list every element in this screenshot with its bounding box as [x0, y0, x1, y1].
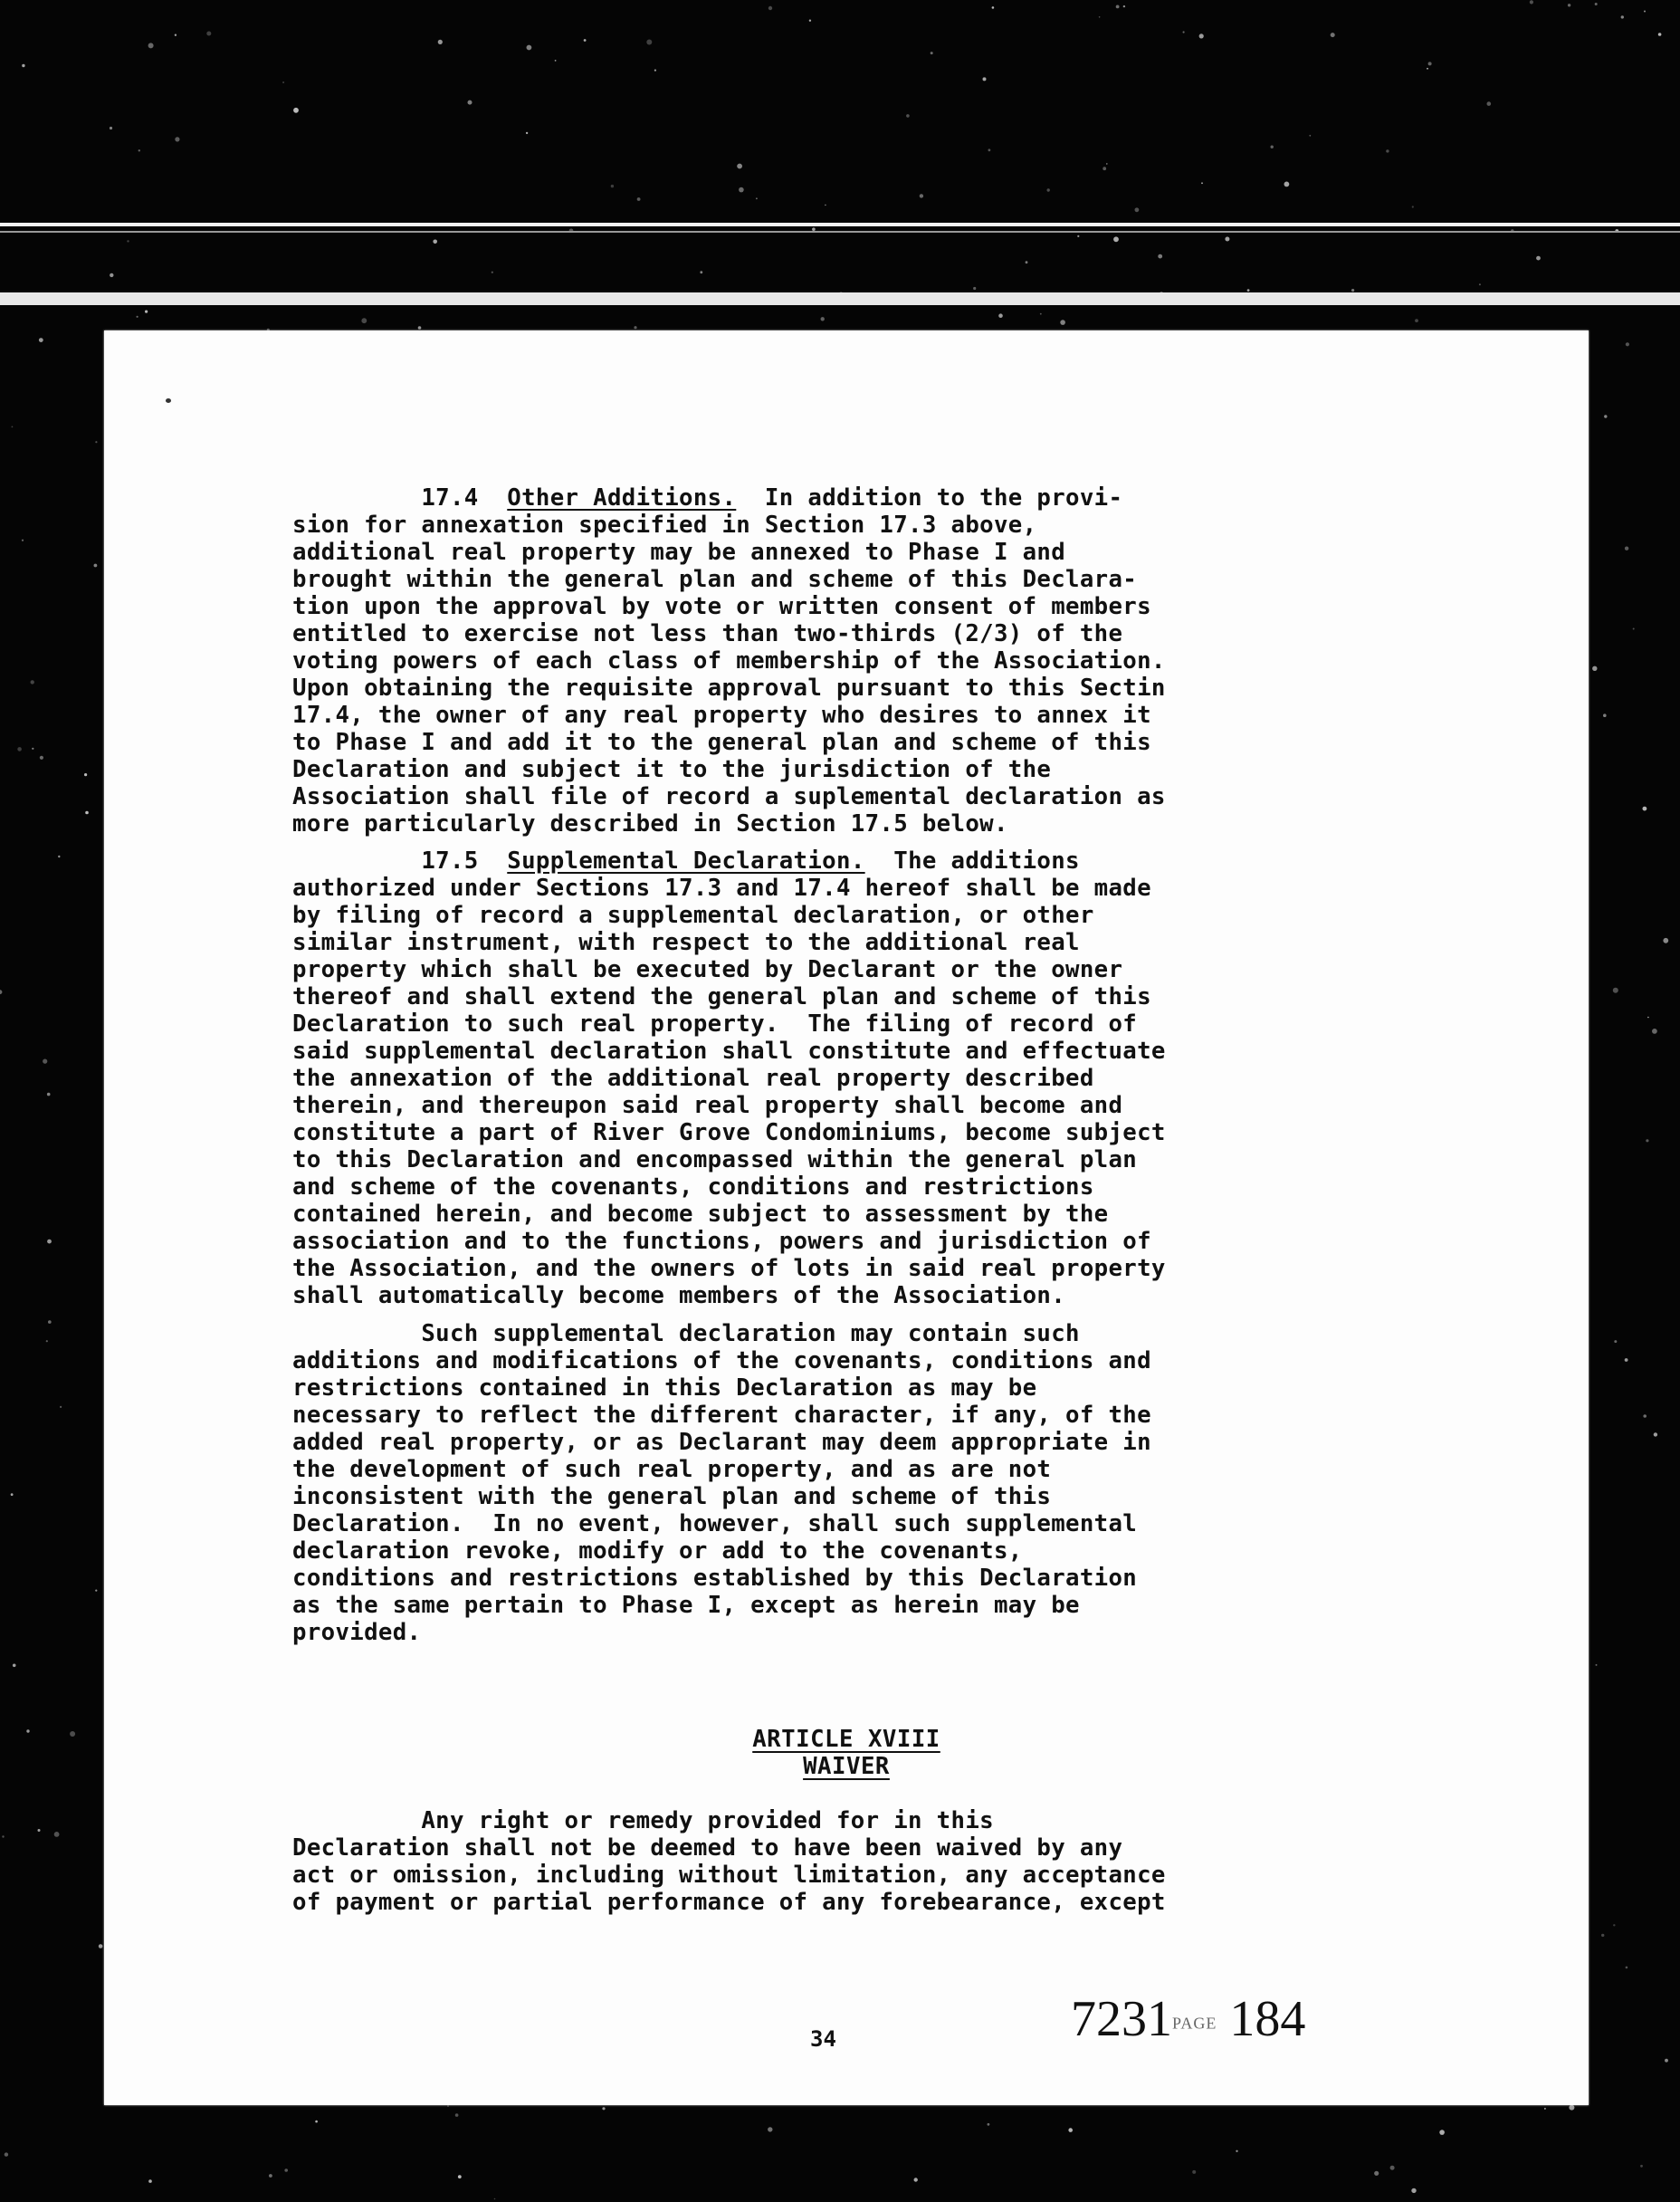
noise-speck	[1099, 16, 1101, 18]
noise-speck	[17, 747, 22, 752]
noise-speck	[646, 40, 652, 45]
text-line: restrictions contained in this Declaration as may be	[292, 1374, 1037, 1402]
noise-speck	[1026, 261, 1028, 263]
book-number: 7231	[1071, 1991, 1172, 2047]
noise-speck	[973, 287, 976, 290]
noise-speck	[0, 990, 2, 994]
text-line: In addition to the provi-	[736, 484, 1123, 512]
noise-speck	[22, 64, 24, 67]
noise-speck	[458, 2175, 462, 2178]
noise-speck	[1106, 163, 1108, 165]
noise-speck	[2, 1835, 4, 1837]
noise-speck	[47, 1093, 51, 1096]
noise-speck	[1199, 34, 1204, 38]
noise-speck	[1040, 313, 1042, 315]
text-line: association and to the functions, powers and jurisdiction of	[292, 1228, 1151, 1255]
book-page-number: 184	[1229, 1991, 1306, 2047]
noise-speck	[43, 1059, 47, 1064]
noise-speck	[70, 1731, 75, 1737]
text-line: the Association, and the owners of lots in said real property	[292, 1255, 1166, 1282]
noise-speck	[825, 205, 826, 206]
noise-speck	[1592, 666, 1597, 671]
text-line: inconsistent with the general plan and scheme of this	[292, 1483, 1052, 1510]
noise-speck	[1569, 2105, 1574, 2111]
noise-speck	[1663, 938, 1668, 943]
noise-speck	[1427, 68, 1428, 70]
noise-speck	[1568, 4, 1570, 6]
noise-speck	[821, 317, 825, 321]
noise-speck	[447, 2105, 449, 2107]
noise-speck	[584, 39, 587, 42]
noise-speck	[110, 127, 112, 129]
noise-speck	[1644, 11, 1646, 13]
noise-speck	[38, 1829, 41, 1832]
noise-speck	[1658, 33, 1662, 36]
noise-speck	[95, 1590, 97, 1592]
noise-speck	[438, 40, 443, 44]
noise-speck	[1068, 2128, 1073, 2132]
noise-speck	[48, 1320, 52, 1324]
text-line: and scheme of the covenants, conditions and restrictions	[292, 1173, 1094, 1201]
noise-speck	[1331, 33, 1335, 37]
noise-speck	[1439, 2130, 1445, 2135]
noise-speck	[137, 316, 138, 318]
text-line: the annexation of the additional real property described	[292, 1065, 1094, 1092]
noise-speck	[1621, 15, 1624, 18]
text-line: added real property, or as Declarant may deem appropriate in	[292, 1429, 1151, 1456]
noise-speck	[920, 194, 923, 197]
text-line: similar instrument, with respect to the additional real	[292, 929, 1080, 956]
text-line: provided.	[292, 1619, 422, 1646]
noise-speck	[418, 326, 422, 330]
recording-stamp	[1071, 1990, 1305, 2048]
text-line: to this Declaration and encompassed within the general plan	[292, 1146, 1138, 1173]
noise-speck	[138, 149, 140, 151]
text-line: Upon obtaining the requisite approval pursuant to this Sectin	[292, 675, 1166, 702]
noise-speck	[988, 2123, 990, 2126]
noise-speck	[1665, 2059, 1668, 2063]
text-line: therein, and thereupon said real property shall become and	[292, 1092, 1123, 1119]
noise-speck	[455, 2113, 459, 2117]
noise-speck	[1614, 1340, 1617, 1343]
noise-speck	[1158, 254, 1162, 259]
text-line: as the same pertain to Phase I, except as herein may be	[292, 1592, 1080, 1619]
noise-speck	[1284, 182, 1290, 187]
noise-speck	[1604, 415, 1607, 417]
noise-speck	[1487, 101, 1492, 106]
text-line: tion upon the approval by vote or written consent of members	[292, 593, 1151, 620]
noise-speck	[654, 70, 656, 72]
text-line: additions and modifications of the covenants, conditions and	[292, 1347, 1151, 1374]
noise-speck	[739, 187, 744, 193]
noise-speck	[433, 240, 437, 244]
noise-speck	[1135, 207, 1140, 212]
noise-speck	[637, 197, 641, 201]
text-line: act or omission, including without limitation, any acceptance	[292, 1862, 1166, 1889]
noise-speck	[284, 2168, 288, 2172]
noise-speck	[1113, 236, 1119, 242]
text-line: brought within the general plan and scheme of this Declara-	[292, 566, 1138, 593]
noise-speck	[1102, 167, 1106, 170]
book-page-label: PAGE	[1172, 2014, 1217, 2033]
noise-speck	[94, 564, 98, 568]
noise-speck	[555, 60, 557, 62]
noise-speck	[1646, 1139, 1648, 1142]
noise-speck	[110, 273, 113, 277]
noise-speck	[1386, 149, 1389, 152]
noise-speck	[527, 45, 532, 51]
noise-speck	[1625, 1358, 1628, 1362]
noise-speck	[293, 108, 299, 113]
noise-speck	[998, 313, 1003, 318]
noise-speck	[1536, 256, 1541, 261]
text-line: to Phase I and add it to the general plan and scheme of this	[292, 729, 1151, 756]
text-line: by filing of record a supplemental declaration, or other	[292, 902, 1094, 929]
noise-speck	[58, 856, 60, 857]
noise-speck	[468, 101, 472, 105]
text-line: more particularly described in Section 17.5 below.	[292, 810, 1008, 838]
text-line: Association shall file of record a suplemental declaration as	[292, 783, 1166, 810]
noise-speck	[1225, 237, 1229, 242]
noise-speck	[85, 811, 89, 815]
text-line: voting powers of each class of membership of the Association.	[292, 647, 1166, 675]
text-line: constitute a part of River Grove Condominiums, become subject	[292, 1119, 1166, 1146]
section-17-4-number: 17.4	[421, 484, 479, 512]
article-number: ARTICLE XVIII	[752, 1726, 940, 1753]
article-title: WAIVER	[803, 1753, 890, 1780]
scan-band-line	[0, 292, 1680, 305]
text-line: said supplemental declaration shall constitute and effectuate	[292, 1038, 1166, 1065]
noise-speck	[756, 197, 758, 199]
noise-speck	[1544, 2108, 1546, 2110]
noise-speck	[494, 2198, 496, 2200]
noise-speck	[99, 1944, 103, 1948]
noise-speck	[1654, 1432, 1657, 1436]
section-17-4	[292, 484, 1460, 838]
waiver-paragraph	[292, 1807, 1460, 1916]
section-17-4-body	[292, 484, 1166, 838]
text-line: entitled to exercise not less than two-thirds (2/3) of the	[292, 620, 1123, 647]
noise-speck	[1247, 289, 1250, 292]
noise-speck	[46, 1340, 48, 1342]
noise-speck	[983, 77, 987, 81]
text-line: thereof and shall extend the general plan and scheme of this	[292, 983, 1151, 1010]
noise-speck	[1595, 3, 1598, 5]
text-line: additional real property may be annexed to Phase I and	[292, 539, 1066, 566]
noise-speck	[206, 32, 211, 36]
noise-speck	[31, 680, 34, 684]
noise-speck	[1412, 206, 1414, 207]
noise-speck	[12, 426, 14, 428]
noise-speck	[60, 1406, 62, 1408]
text-line: property which shall be executed by Declarant or the owner	[292, 956, 1123, 983]
noise-speck	[1271, 146, 1274, 148]
text-line: necessary to reflect the different character, if any, of the	[292, 1402, 1151, 1429]
noise-speck	[914, 2178, 918, 2181]
noise-speck	[1640, 2165, 1643, 2168]
noise-speck	[1116, 5, 1120, 9]
noise-speck	[1479, 283, 1481, 285]
noise-speck	[148, 43, 154, 48]
scan-band-line	[0, 231, 1680, 233]
noise-speck	[1596, 1664, 1598, 1666]
noise-speck	[1060, 320, 1065, 325]
section-17-5	[292, 847, 1460, 1309]
noise-speck	[768, 2127, 772, 2131]
noise-speck	[13, 1664, 16, 1668]
noise-speck	[175, 34, 177, 36]
noise-speck	[22, 540, 24, 541]
noise-speck	[992, 6, 995, 9]
text-line: 17.4, the owner of any real property who desires to annex it	[292, 702, 1151, 729]
noise-speck	[175, 137, 179, 141]
noise-speck	[634, 326, 636, 329]
noise-speck	[1236, 2150, 1237, 2152]
noise-speck	[931, 52, 933, 54]
noise-speck	[1643, 807, 1647, 811]
noise-speck	[906, 114, 910, 118]
document-page	[104, 330, 1589, 2105]
noise-speck	[602, 2107, 605, 2110]
section-17-4-title: Other Additions.	[507, 484, 737, 512]
noise-speck	[5, 2152, 8, 2156]
noise-speck	[768, 6, 772, 10]
text-line: Such supplemental declaration may contain such	[292, 1320, 1080, 1347]
noise-speck	[1428, 62, 1432, 65]
noise-speck	[84, 773, 87, 776]
noise-speck	[1351, 289, 1354, 292]
supplemental-paragraph	[292, 1320, 1460, 1646]
text-line: The additions	[864, 847, 1080, 875]
text-line: the development of such real property, and as are not	[292, 1456, 1052, 1483]
noise-speck	[1626, 1967, 1628, 1969]
page-number: 34	[810, 2026, 836, 2052]
noise-speck	[40, 756, 43, 760]
noise-speck	[1201, 182, 1203, 184]
noise-speck	[1192, 2170, 1196, 2174]
noise-speck	[127, 240, 129, 242]
noise-speck	[1601, 1934, 1604, 1937]
noise-speck	[526, 132, 528, 134]
text-line: sion for annexation specified in Section 17.3 above,	[292, 512, 1037, 539]
noise-speck	[1309, 135, 1311, 137]
noise-speck	[700, 271, 702, 273]
noise-speck	[26, 1729, 29, 1732]
section-17-5-body	[292, 847, 1166, 1309]
noise-speck	[1530, 0, 1533, 4]
section-17-5-number: 17.5	[421, 847, 479, 875]
noise-speck	[809, 20, 811, 22]
scan-band-line	[0, 223, 1680, 226]
noise-speck	[492, 272, 493, 273]
text-line: shall automatically become members of the Association.	[292, 1282, 1066, 1309]
noise-speck	[1077, 235, 1079, 237]
text-line: conditions and restrictions established by this Declaration	[292, 1565, 1138, 1592]
noise-speck	[988, 148, 991, 151]
text-line: declaration revoke, modify or add to the covenants,	[292, 1537, 1023, 1565]
noise-speck	[1374, 2171, 1379, 2176]
text-line: Declaration and subject it to the jurisdiction of the	[292, 756, 1052, 783]
noise-speck	[1123, 5, 1125, 7]
page-speck	[166, 398, 171, 403]
noise-speck	[315, 2121, 318, 2123]
noise-speck	[269, 2174, 272, 2178]
noise-speck	[1411, 2188, 1416, 2193]
noise-speck	[737, 164, 742, 169]
noise-speck	[1626, 342, 1629, 346]
noise-speck	[1390, 2166, 1395, 2170]
section-17-5-title: Supplemental Declaration.	[507, 847, 865, 875]
noise-speck	[95, 441, 97, 443]
section-17-4-indent	[292, 484, 421, 512]
noise-speck	[361, 318, 367, 323]
noise-speck	[1415, 319, 1418, 322]
noise-speck	[32, 748, 33, 750]
text-line: contained herein, and become subject to assessment by the	[292, 1201, 1109, 1228]
noise-speck	[1047, 188, 1050, 191]
text-line: authorized under Sections 17.3 and 17.4 hereof shall be made	[292, 875, 1151, 902]
text-line: Declaration shall not be deemed to have been waived by any	[292, 1834, 1123, 1862]
noise-speck	[1613, 1924, 1615, 1926]
noise-speck	[1633, 628, 1635, 630]
noise-speck	[1613, 988, 1618, 993]
text-line: Declaration to such real property. The filing of record of	[292, 1010, 1138, 1038]
noise-speck	[39, 338, 43, 342]
noise-speck	[1643, 1414, 1647, 1418]
noise-speck	[11, 1493, 14, 1496]
noise-speck	[1647, 1017, 1649, 1019]
noise-speck	[611, 185, 614, 187]
noise-speck	[47, 1240, 52, 1244]
noise-speck	[1625, 547, 1628, 550]
noise-speck	[282, 81, 284, 83]
noise-speck	[54, 1832, 60, 1837]
section-17-5-indent	[292, 847, 421, 875]
noise-speck	[148, 2179, 152, 2183]
text-line: Declaration. In no event, however, shall such supplemental	[292, 1510, 1138, 1537]
noise-speck	[1603, 713, 1607, 717]
noise-speck	[1183, 31, 1185, 33]
text-line: Any right or remedy provided for in this	[292, 1807, 994, 1834]
text-line: of payment or partial performance of any forebearance, except	[292, 1889, 1166, 1916]
noise-speck	[1652, 1029, 1657, 1034]
noise-speck	[145, 311, 148, 313]
